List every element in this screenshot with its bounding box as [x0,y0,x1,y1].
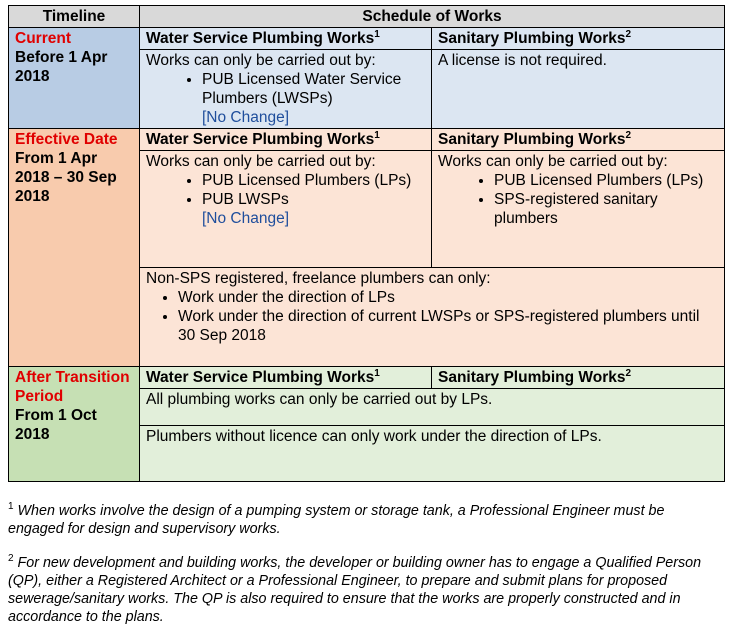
schedule-header: Schedule of Works [140,6,725,28]
current-sanitary-title-cell [432,28,725,50]
current-sanitary-text: A license is not required. [438,52,607,69]
effective-label: Effective Date [15,131,118,148]
effective-sanitary-item: • PUB Licensed Plumbers (LPs) [494,171,718,190]
after-water-title: Water Service Plumbing Works [146,369,375,386]
effective-water-title-cell [140,129,432,151]
footnotes [8,498,724,638]
footnote-1 [8,498,724,538]
current-water-cell [140,50,432,129]
effective-sanitary-cell [432,151,725,268]
footnote-2 [8,550,724,626]
after-sanitary-title-cell [432,367,725,389]
effective-sanitary-title: Sanitary Plumbing Works [438,131,626,148]
current-sanitary-cell [432,50,725,129]
current-sanitary-title: Sanitary Plumbing Works [438,30,626,47]
current-date: Before 1 Apr 2018 [15,49,108,85]
effective-water-item: • PUB LWSPs [202,190,425,209]
footnote-text: For new development and building works, the developer or building owner has to engage a Qualified Person (QP), either a Registered Architect or a Professional Engineer, to prepare and submit plans for proposed sewerage/sanitary works. The QP is also required to ensure that the works are properly constructed and in accordance to the plans. [8,554,702,625]
effective-subheader-row [9,129,725,151]
current-no-change: [No Change] [202,109,290,126]
effective-timeline-cell [9,129,140,367]
freelance-item: • Work under the direction of LPs [178,288,718,307]
header-row [9,6,725,28]
current-label: Current [15,30,71,47]
freelance-item: • Work under the direction of current LWSPs or SPS-registered plumbers until 30 Sep 2018 [178,307,718,345]
effective-no-change: [No Change] [202,210,290,227]
schedule-table [8,5,725,482]
effective-sanitary-intro: Works can only be carried out by: [438,153,668,170]
after-label: After Transition Period [15,369,130,405]
effective-water-title: Water Service Plumbing Works [146,131,375,148]
current-water-intro: Works can only be carried out by: [146,52,376,69]
after-sanitary-title: Sanitary Plumbing Works [438,369,626,386]
footnote-ref-2: 2 [625,367,632,379]
footnote-ref-2: 2 [625,28,632,40]
freelance-intro: Non-SPS registered, freelance plumbers can only: [146,270,491,287]
footnote-mark: 1 [8,501,14,512]
current-subheader-row [9,28,725,50]
current-water-title: Water Service Plumbing Works [146,30,375,47]
effective-sanitary-item: • SPS-registered sanitary plumbers [494,190,718,228]
effective-water-intro: Works can only be carried out by: [146,153,376,170]
footnote-ref-1: 1 [374,129,380,141]
after-timeline-cell [9,367,140,482]
current-water-item: • PUB Licensed Water Service Plumbers (LWSPs) [202,70,425,108]
after-unlicensed-cell: Plumbers without licence can only work under the direction of LPs. [140,426,725,482]
after-subheader-row [9,367,725,389]
current-water-title-cell [140,28,432,50]
current-timeline-cell [9,28,140,129]
effective-date: From 1 Apr 2018 – 30 Sep 2018 [15,150,117,205]
footnote-ref-2: 2 [625,129,632,141]
after-all-works-cell: All plumbing works can only be carried out by LPs. [140,389,725,426]
footnote-text: When works involve the design of a pumping system or storage tank, a Professional Engineer must be engaged for design and supervisory works. [8,502,665,537]
after-water-title-cell [140,367,432,389]
footnote-ref-1: 1 [374,28,380,40]
timeline-header: Timeline [9,6,140,28]
effective-water-cell [140,151,432,268]
after-date: From 1 Oct 2018 [15,407,97,443]
effective-freelance-cell [140,268,725,367]
effective-sanitary-title-cell [432,129,725,151]
effective-water-item: • PUB Licensed Plumbers (LPs) [202,171,425,190]
footnote-mark: 2 [8,552,14,564]
footnote-ref-1: 1 [374,367,380,379]
